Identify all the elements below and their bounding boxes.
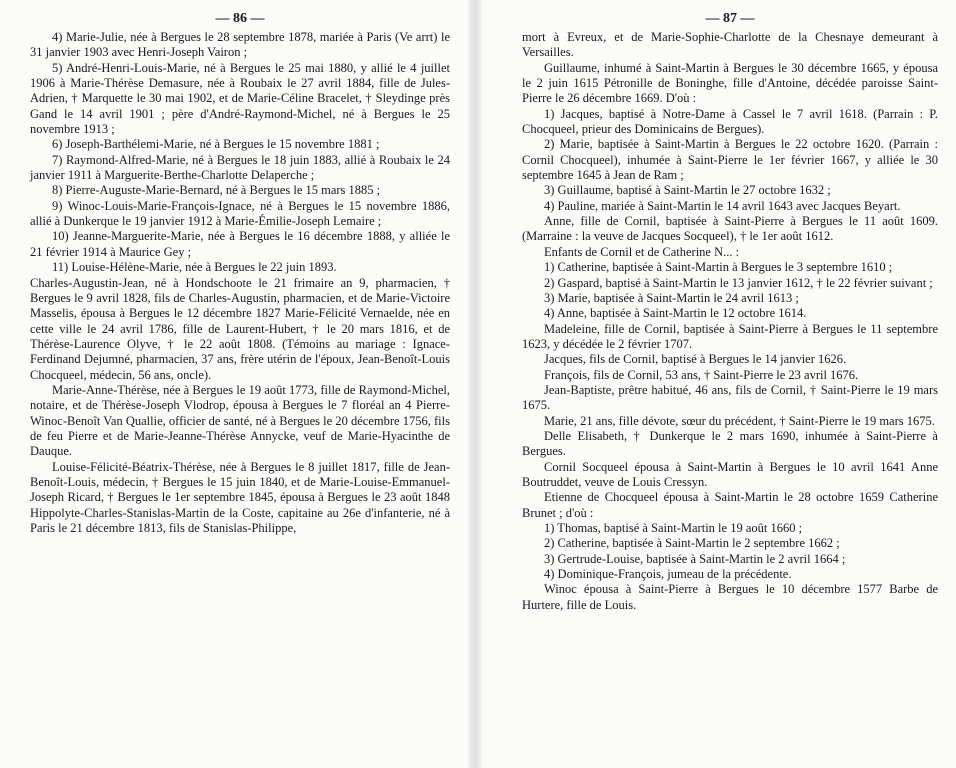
entry-paragraph: Guillaume, inhumé à Saint-Martin à Bergues le 30 décembre 1665, y épousa le 2 juin 1615 Pétronille de Boninghe, fille d'Antoine, décédée paroisse Saint-Pierre le 26 décembre 1669. D'où : bbox=[522, 60, 938, 106]
entry-paragraph: François, fils de Cornil, 53 ans, † Saint-Pierre le 23 avril 1676. bbox=[544, 367, 859, 382]
entry-paragraph: 8) Pierre-Auguste-Marie-Bernard, né à Bergues le 15 mars 1885 ; bbox=[52, 183, 381, 198]
entry-paragraph: 2) Marie, baptisée à Saint-Martin à Bergues le 22 octobre 1620. (Parrain : Cornil Chocqueel), inhumée à Saint-Pierre le 1er février 1667, y alliée le 30 septembre 1645 à Jean de Ram ; bbox=[522, 137, 938, 183]
entry-paragraph: 4) Pauline, mariée à Saint-Martin le 14 avril 1643 avec Jacques Beyart. bbox=[544, 198, 901, 213]
entry-paragraph: Jean-Baptiste, prêtre habitué, 46 ans, fils de Cornil, † Saint-Pierre le 19 mars 1675. bbox=[522, 382, 938, 413]
entry-paragraph: mort à Evreux, et de Marie-Sophie-Charlotte de la Chesnaye demeurant à Versailles. bbox=[522, 30, 938, 60]
left-page-text bbox=[30, 30, 450, 536]
entry-paragraph: 2) Catherine, baptisée à Saint-Martin le 2 septembre 1662 ; bbox=[544, 536, 840, 551]
left-page-number: — 86 — bbox=[215, 11, 265, 26]
entry-paragraph: Jacques, fils de Cornil, baptisé à Bergues le 14 janvier 1626. bbox=[544, 352, 847, 367]
entry-paragraph: 3) Gertrude-Louise, baptisée à Saint-Martin le 2 avril 1664 ; bbox=[544, 551, 846, 566]
entry-paragraph: 1) Catherine, baptisée à Saint-Martin à Bergues le 3 septembre 1610 ; bbox=[544, 260, 893, 275]
entry-paragraph: Louise-Félicité-Béatrix-Thérèse, née à Bergues le 8 juillet 1817, fille de Jean-Benoît-Louis, médecin, † Bergues le 15 juin 1840, et de Marie-Louise-Emmanuel-Joseph Ricard, † Bergues le 1er septembre 1845, épousa à Bergues le 23 août 1848 Hippolyte-Charles-Stanislas-Martin de la Coste, capitaine au 26e d'infanterie, né à Paris le 21 décembre 1813, fils de Stanislas-Philippe, bbox=[30, 459, 450, 535]
right-page-text bbox=[522, 30, 938, 613]
entry-paragraph: 1) Thomas, baptisé à Saint-Martin le 19 août 1660 ; bbox=[544, 521, 803, 535]
entry-paragraph: 1) Jacques, baptisé à Notre-Dame à Cassel le 7 avril 1618. (Parrain : P. Chocqueel, prieur des Dominicains de Bergues). bbox=[522, 106, 938, 137]
book-gutter bbox=[468, 0, 482, 768]
entry-paragraph: Marie, 21 ans, fille dévote, sœur du précédent, † Saint-Pierre le 19 mars 1675. bbox=[544, 413, 935, 428]
entry-paragraph: Madeleine, fille de Cornil, baptisée à Saint-Pierre à Bergues le 11 septembre 1623, y décédée le 2 février 1707. bbox=[522, 321, 938, 351]
entry-paragraph: Etienne de Chocqueel épousa à Saint-Martin le 28 octobre 1659 Catherine Brunet ; d'où : bbox=[522, 490, 938, 520]
entry-paragraph: Anne, fille de Cornil, baptisée à Saint-Pierre à Bergues le 11 août 1609. (Marraine : la veuve de Jacques Socqueel), † le 1er août 1612. bbox=[522, 214, 938, 244]
entry-paragraph: 4) Dominique-François, jumeau de la précédente. bbox=[544, 567, 792, 582]
entry-paragraph: 9) Winoc-Louis-Marie-François-Ignace, né à Bergues le 15 novembre 1886, allié à Dunkerque le 19 janvier 1912 à Marie-Émilie-Joseph Lemaire ; bbox=[30, 198, 450, 229]
entry-paragraph: Winoc épousa à Saint-Pierre à Bergues le 10 décembre 1577 Barbe de Hurtere, fille de Louis. bbox=[522, 582, 938, 612]
entry-paragraph: 11) Louise-Hélène-Marie, née à Bergues le 22 juin 1893. bbox=[52, 260, 337, 275]
entry-paragraph: 5) André-Henri-Louis-Marie, né à Bergues le 25 mai 1880, y allié le 4 juillet 1906 à Marie-Thérèse Demasure, née à Roubaix le 27 avril 1884, fille de Jules-Adrien, † Marquette le 30 mai 1902, et de Marie-Céline Bracelet, † Sleydinge près Gand le 14 avril 1901 ; père d'André-Raymond-Michel, né à Bergues le 25 novembre 1913 ; bbox=[30, 60, 450, 137]
entry-paragraph: Marie-Anne-Thérèse, née à Bergues le 19 août 1773, fille de Raymond-Michel, notaire, et de Thérèse-Joseph Vlodrop, épousa à Bergues le 7 floréal an 4 Pierre-Winoc-Benoît Van Quallie, officier de santé, né à Bergues le 20 décembre 1756, fils de feu Pierre et de Marie-Jeanne-Thérèse Annycke, veuf de Marie-Hyacinthe de Dauque. bbox=[30, 382, 450, 459]
entry-paragraph: 7) Raymond-Alfred-Marie, né à Bergues le 18 juin 1883, allié à Roubaix le 24 janvier 1911 à Marguerite-Berthe-Charlotte Delaperche ; bbox=[30, 152, 450, 183]
entry-paragraph: Cornil Socqueel épousa à Saint-Martin à Bergues le 10 avril 1641 Anne Boutruddet, veuve de Louis Cressyn. bbox=[522, 459, 938, 489]
right-page-number: — 87 — bbox=[705, 11, 755, 26]
entry-paragraph: 4) Marie-Julie, née à Bergues le 28 septembre 1878, mariée à Paris (Ve arrt) le 31 janvier 1903 avec Henri-Joseph Vairon ; bbox=[30, 30, 450, 60]
entry-paragraph: Delle Elisabeth, † Dunkerque le 2 mars 1690, inhumée à Saint-Pierre à Bergues. bbox=[522, 428, 938, 459]
entry-paragraph: 10) Jeanne-Marguerite-Marie, née à Bergues le 16 décembre 1888, y alliée le 21 février 1914 à Maurice Gey ; bbox=[30, 229, 450, 259]
right-page bbox=[522, 0, 938, 613]
entry-paragraph: Enfants de Cornil et de Catherine N... : bbox=[544, 244, 740, 259]
entry-paragraph: 3) Marie, baptisée à Saint-Martin le 24 avril 1613 ; bbox=[544, 290, 799, 305]
entry-paragraph: 2) Gaspard, baptisé à Saint-Martin le 13 janvier 1612, † le 22 février suivant ; bbox=[544, 275, 933, 290]
entry-paragraph: 6) Joseph-Barthélemi-Marie, né à Bergues le 15 novembre 1881 ; bbox=[52, 137, 380, 152]
entry-paragraph: 3) Guillaume, baptisé à Saint-Martin le 27 octobre 1632 ; bbox=[544, 183, 831, 198]
entry-paragraph: Charles-Augustin-Jean, né à Hondschoote le 21 frimaire an 9, pharmacien, † Bergues le 9 avril 1828, fils de Charles-Augustin, pharmacien, et de Marie-Victoire Masselis, épousa à Bergues le 12 décembre 1827 Marie-Félicité Vernaelde, née en cette ville le 24 avril 1786, fille de Laurent-Hubert, † le 20 mars 1816, et de Thérèse-Laurence Olyve, † le 22 août 1808. (Témoins au mariage : Ignace-Ferdinand Dejumné, pharmacien, 37 ans, frère utérin de l'époux, Jean-Benoît-Louis Chocqueel, médecin, 56 ans, oncle). bbox=[30, 275, 450, 382]
entry-paragraph: 4) Anne, baptisée à Saint-Martin le 12 octobre 1614. bbox=[544, 306, 807, 321]
left-page bbox=[30, 0, 450, 536]
